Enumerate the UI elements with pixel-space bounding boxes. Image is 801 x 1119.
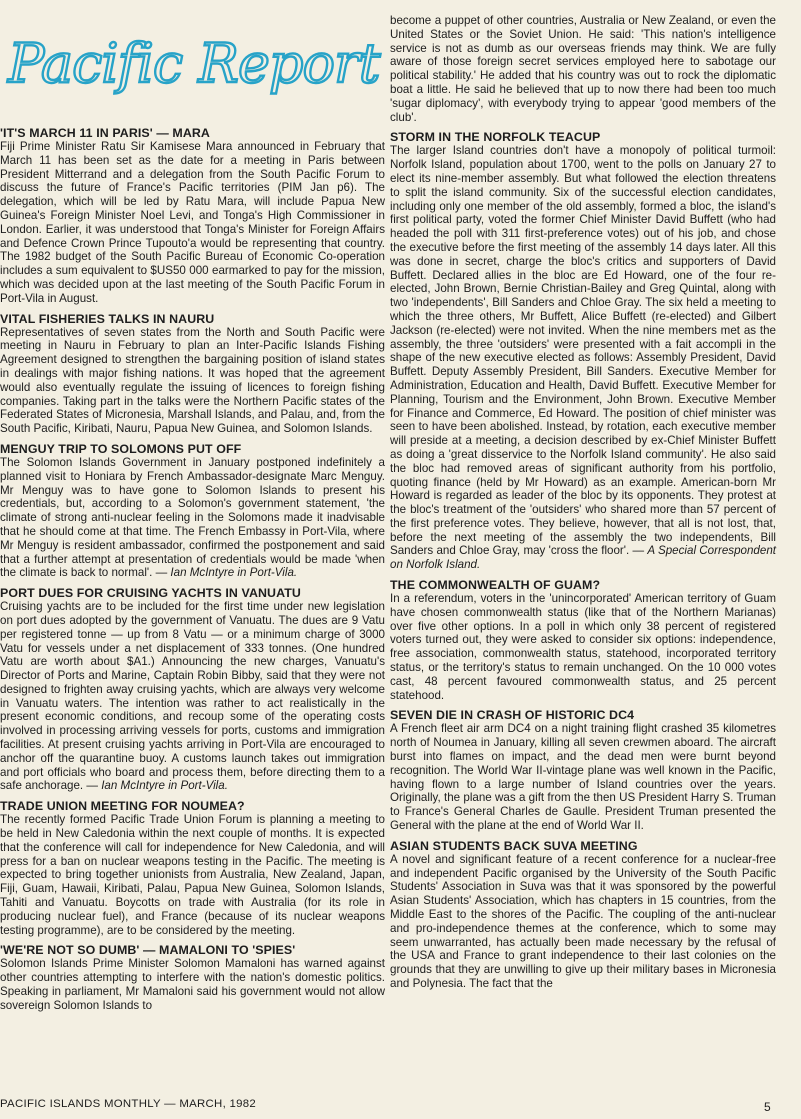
- article-heading: TRADE UNION MEETING FOR NOUMEA?: [0, 799, 245, 814]
- article-body: [0, 957, 385, 1012]
- article-body: [0, 140, 385, 306]
- article-heading: ASIAN STUDENTS BACK SUVA MEETING: [390, 838, 638, 853]
- article-body: [390, 144, 776, 572]
- article-heading: THE COMMONWEALTH OF GUAM?: [390, 578, 601, 593]
- article-heading: STORM IN THE NORFOLK TEACUP: [390, 130, 601, 145]
- pacific-report-logo: [6, 10, 380, 120]
- article-text: A French fleet air arm DC4 on a night training flight crashed 35 kilometres north of Noumea in January, killing all seven crewmen aboard. The aircraft burst into flames on impact, and the dead men were burnt beyond recognition. The World War II-vintage plane was well known in the Pacific, having flown to a large number of Island countries over the years. Originally, the plane was a gift from the then US President Harry S. Truman to France's General Charles de Gaulle. President Truman presented the General with the plane at the end of World War II.: [390, 722, 776, 833]
- article-body: [0, 813, 385, 937]
- article-text: become a puppet of other countries, Australia or New Zealand, or even the United States or the Soviet Union. He said: 'This nation's intelligence service is not as dumb as our overseas friends may think. We are fully aware of those foreign secret services employed here to sabotage our political stability.' He added that his country was out to rock the diplomatic boat a little. He said he believed that up to now there had been too much 'sugar diplomacy', with everybody trying to appear 'good members of the club'.: [390, 14, 776, 124]
- article-text: The recently formed Pacific Trade Union Forum is planning a meeting to be held in New Caledonia within the next couple of months. It is expected that the conference will call for independence for New Caledonia, and will press for a ban on nuclear weapons testing in the Pacific. The meeting is expected to bring together unionists from Australia, New Zealand, Japan, Fiji, Guam, Hawaii, Kiribati, Palau, Papua New Guinea, Solomon Islands, Tahiti and Vanuatu. Boycotts on trade with Australia (for its role in producing nuclear fuel), and France (because of its nuclear weapons testing programme), are to be considered by the meeting.: [0, 813, 385, 937]
- article-text: The larger Island countries don't have a monopoly of political turmoil: Norfolk Island, population about 1700, went to the polls on January 27 to elect its nine-member assembly. But what followed the election threatens to split the island community. Six of the successful election candidates, including only one member of the old assembly, formed a bloc, the island's first political party, voted the former Chief Minister David Buffett (who had headed the poll with 311 first-preference votes) out of his job, and chose the executive before the first meeting of the assembly 14 days later. All this was done in secret, charge the bloc's critics and supporters of David Buffett. Declared allies in the bloc are Ed Howard, one of the four re-elected, John Brown, Bernie Christian-Bailey and Greg Quintal, along with two 'independents', Bill Sanders and Chloe Gray. The six held a meeting to which the three others, Mr Buffett, Alice Buffett (re-elected) and Gilbert Jackson (re-elected) were not invited. When the nine members met as the assembly, the three 'outsiders' were presented with a fait accompli in the shape of the new executive elected as follows: Assembly President, David Buffett. Deputy Assembly President, Bill Sanders. Executive Member for Administration, Education and Health, David Buffett. Executive Member for Planning, Tourism and the Environment, John Brown. Executive Member for Finance and Commerce, Ed Howard. The position of chief minister was seen to have been abolished. Instead, by rotation, each executive member will preside at a meeting, a decision described by ex-Chief Minister Buffett as doing a 'great disservice to the Norfolk Island community'. He also said the bloc had removed areas of significant authority from his portfolio, quoting finance (held by Mr Howard) as an example. American-born Mr Howard is regarded as leader of the bloc by its opponents. They protest at the bloc's treatment of the 'outsiders' who shared more than 57 percent of the first preference votes. They believe, however, that all is not lost, that, before the next meeting of the assembly the two independents, Bill Sanders and Chloe Gray, may 'cross the floor'. —: [390, 144, 776, 558]
- article-body: [390, 722, 776, 832]
- article-heading: VITAL FISHERIES TALKS IN NAURU: [0, 311, 215, 326]
- article-body: [390, 14, 776, 124]
- article-text: In a referendum, voters in the 'unincorporated' American territory of Guam have chosen commonwealth status (like that of the Northern Marianas) over five other options. In a poll in which only 38 percent of registered voters turned out, they were asked to consider six options: independence, free association, commonwealth status, statehood, incorporated territory status, or the territory's status to remain unchanged. On the 10 000 votes cast, 48 percent favoured commonwealth status, and 25 percent statehood.: [390, 592, 776, 702]
- article-byline: A Special Correspondent on Norfolk Island.: [390, 544, 776, 572]
- right-column: [390, 14, 776, 1092]
- article-body: [0, 326, 385, 436]
- article-heading: PORT DUES FOR CRUISING YACHTS IN VANUATU: [0, 586, 301, 601]
- article-text: Solomon Islands Prime Minister Solomon Mamaloni has warned against other countries attempting to interfere with the nation's domestic politics. Speaking in parliament, Mr Mamaloni said his government would not allow sovereign Solomon Islands to: [0, 957, 385, 1012]
- article-byline: Ian McIntyre in Port-Vila.: [101, 779, 228, 793]
- article-text: Cruising yachts are to be included for the first time under new legislation on port dues adopted by the government of Vanuatu. The dues are 9 Vatu per registered tonne — up from 8 Vatu — or a minimum charge of 3000 Vatu for vessels under a net displacement of 333 tonnes. (One hundred Vatu are worth about $A1.) Announcing the new charges, Vanuatu's Director of Ports and Marine, Captain Robin Bibby, said that they were not designed to frighten away cruising yachts, which are always very welcome in Vanuatu waters. The intention was rather to act realistically in the present economic conditions, and recoup some of the operating costs involved in processing arriving vessels for ports, customs and immigration facilities. At present cruising yachts arriving in Port-Vila are encouraged to anchor off the quarantine buoy. A customs launch takes out immigration and port officials who board and process them, before directing them to a safe anchorage. —: [0, 600, 385, 793]
- article-byline: Ian McIntyre in Port-Vila.: [170, 566, 298, 580]
- article-body: [0, 600, 385, 793]
- article-body: [0, 456, 385, 580]
- svg-text:Pacific Report: Pacific Report: [8, 32, 380, 95]
- page-number: 5: [764, 1100, 771, 1114]
- article-heading: 'WE'RE NOT SO DUMB' — MAMALONI TO 'SPIES': [0, 943, 296, 958]
- article-body: [390, 592, 776, 702]
- article-heading: MENGUY TRIP TO SOLOMONS PUT OFF: [0, 441, 242, 456]
- article-text: A novel and significant feature of a recent conference for a nuclear-free and independent Pacific organised by the University of the South Pacific Students' Association in Suva was that it was sponsored by the powerful Asian Students' Association, which has chapters in 15 countries, from the Middle East to the shores of the Pacific. The coupling of the anti-nuclear and pro-independence themes at the conference, which to some may seem unwarranted, has actually been made necessary by the refusal of the USA and France to grant independence to their last colonies on the grounds that they are unwilling to give up their military bases in Micronesia and Polynesia. The fact that the: [390, 852, 776, 990]
- article-body: [390, 853, 776, 991]
- article-text: Fiji Prime Minister Ratu Sir Kamisese Mara announced in February that March 11 has been set as the date for a meeting in Paris between President Mitterrand and a delegation from the South Pacific Forum to discuss the future of France's Pacific territories (PIM Jan p6). The delegation, which will be led by Ratu Mara, will include Papua New Guinea's Foreign Minister Noel Levi, and Tonga's High Commissioner in London. Earlier, it was understood that Tonga's Minister for Foreign Affairs and Defence Crown Prince Tupouto'a would be representing that country. The 1982 budget of the South Pacific Bureau of Economic Co-operation includes a sum equivalent to $US50 000 earmarked to pay for the mission, which was decided upon at the last meeting of the South Pacific Forum in Port-Vila in August.: [0, 140, 385, 305]
- article-heading: SEVEN DIE IN CRASH OF HISTORIC DC4: [390, 708, 635, 723]
- left-column: [0, 126, 385, 1091]
- article-text: Representatives of seven states from the North and South Pacific were meeting in Nauru in February to plan an Inter-Pacific Islands Fishing Agreement designed to strengthen the bargaining position of island states in dealings with major fishing nations. It was hoped that the agreement would also eventually regulate the issuing of licences to foreign fishing companies. Taking part in the talks were the Northern Pacific states of the Federated States of Micronesia, Marshall Islands, and Palau, and, from the South Pacific, Kiribati, Nauru, Papua New Guinea, and Solomon Islands.: [0, 325, 385, 436]
- article-text: The Solomon Islands Government in January postponed indefinitely a planned visit to Honiara by French Ambassador-designate Marc Menguy. Mr Menguy was to have gone to Solomon Islands to present his credentials, but, according to a Solomon's government statement, 'the climate of strong anti-nuclear feeling in the Solomons made it inadvisable that he should come at that time. The French Embassy in Port-Vila, where Mr Menguy is resident ambassador, confirmed the postponement and said that a further attempt at presentation of credentials would be made 'when the climate is back to normal'. —: [0, 455, 385, 580]
- footer-publication: PACIFIC ISLANDS MONTHLY — MARCH, 1982: [0, 1098, 257, 1110]
- article-heading: 'IT'S MARCH 11 IN PARIS' — MARA: [0, 126, 210, 140]
